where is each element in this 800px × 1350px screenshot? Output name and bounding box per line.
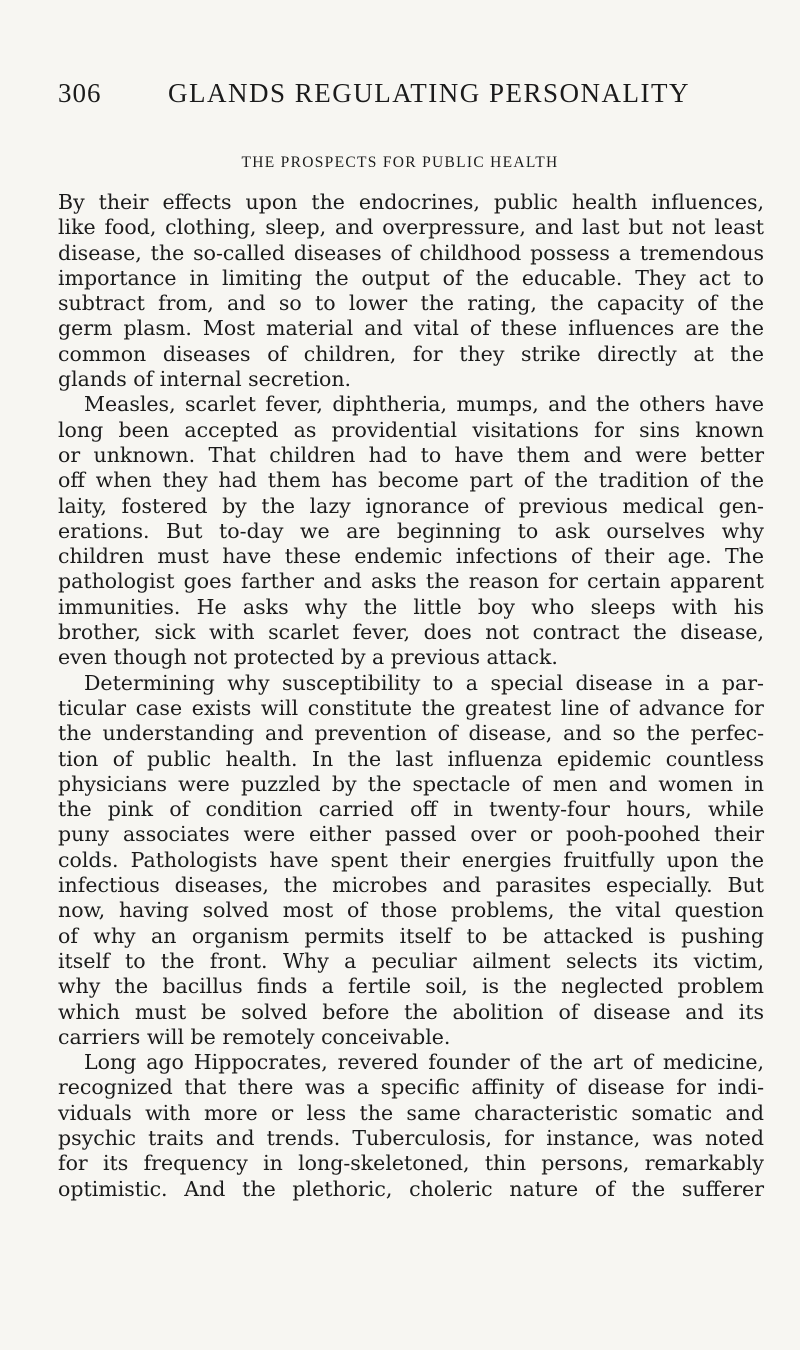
- text-line: immunities. He asks why the little boy who sleeps with his: [58, 594, 764, 619]
- running-title: GLANDS REGULATING PERSONALITY: [168, 78, 690, 108]
- text-line: the pink of condition carried off in twenty-four hours, while: [58, 797, 764, 822]
- text-line: psychic traits and trends. Tuberculosis, for instance, was noted: [58, 1125, 764, 1150]
- text-line: laity, fostered by the lazy ignorance of previous medical gen-: [58, 493, 764, 518]
- text-line: recognized that there was a specific affinity of disease for indi-: [58, 1075, 764, 1100]
- text-line: disease, the so-called diseases of childhood possess a tremendous: [58, 240, 764, 265]
- text-line: germ plasm. Most material and vital of these influences are the: [58, 316, 764, 341]
- text-line: off when they had them has become part of the tradition of the: [58, 468, 764, 493]
- page-number: 306: [58, 78, 102, 108]
- text-line: children must have these endemic infections of their age. The: [58, 544, 764, 569]
- text-line: itself to the front. Why a peculiar ailment selects its victim,: [58, 948, 764, 973]
- text-line: like food, clothing, sleep, and overpressure, and last but not least: [58, 215, 764, 240]
- text-line: even though not protected by a previous attack.: [58, 645, 558, 670]
- text-line: which must be solved before the abolition of disease and its: [58, 999, 764, 1024]
- text-line: colds. Pathologists have spent their energies fruitfully upon the: [58, 847, 764, 872]
- text-line: glands of internal secretion.: [58, 367, 352, 392]
- paragraph-2: [58, 392, 764, 670]
- text-line: the understanding and prevention of disease, and so the perfec-: [58, 721, 764, 746]
- text-line: Long ago Hippocrates, revered founder of the art of medicine,: [84, 1050, 764, 1075]
- text-line: pathologist goes farther and asks the reason for certain apparent: [58, 569, 764, 594]
- text-line: common diseases of children, for they strike directly at the: [58, 341, 764, 366]
- paragraph-4: [58, 1050, 764, 1202]
- text-line: By their effects upon the endocrines, public health influences,: [58, 190, 764, 214]
- text-line: subtract from, and so to lower the rating, the capacity of the: [58, 291, 764, 316]
- paragraph-1: [58, 190, 764, 392]
- text-line: infectious diseases, the microbes and parasites especially. But: [58, 873, 764, 898]
- text-line: or unknown. That children had to have them and were better: [58, 442, 764, 467]
- text-line: carriers will be remotely conceivable.: [58, 1024, 451, 1049]
- text-line: physicians were puzzled by the spectacle of men and women in: [58, 771, 764, 796]
- text-line: importance in limiting the output of the educable. They act to: [58, 265, 764, 290]
- text-line: tion of public health. In the last influenza epidemic countless: [58, 746, 764, 771]
- paragraph-3: [58, 671, 764, 1050]
- text-line: Determining why susceptibility to a special disease in a par-: [84, 670, 764, 695]
- running-head: [58, 78, 758, 118]
- text-line: puny associates were either passed over or pooh-poohed their: [58, 822, 764, 847]
- text-line: for its frequency in long-skeletoned, thin persons, remarkably: [58, 1151, 764, 1176]
- text-line: long been accepted as providential visitations for sins known: [58, 417, 764, 442]
- text-line: optimistic. And the plethoric, choleric nature of the sufferer: [58, 1176, 764, 1201]
- text-line: erations. But to-day we are beginning to ask ourselves why: [58, 518, 764, 543]
- text-line: Measles, scarlet fever, diphtheria, mumps, and the others have: [84, 392, 764, 417]
- text-line: why the bacillus finds a fertile soil, is the neglected problem: [58, 974, 764, 999]
- text-line: now, having solved most of those problems, the vital question: [58, 898, 764, 923]
- body-text: [58, 190, 764, 1202]
- text-line: of why an organism permits itself to be attacked is pushing: [58, 923, 764, 948]
- text-line: brother, sick with scarlet fever, does not contract the disease,: [58, 620, 764, 645]
- text-line: viduals with more or less the same characteristic somatic and: [58, 1100, 764, 1125]
- text-line: ticular case exists will constitute the greatest line of advance for: [58, 695, 764, 720]
- section-heading: THE PROSPECTS FOR PUBLIC HEALTH: [241, 154, 559, 171]
